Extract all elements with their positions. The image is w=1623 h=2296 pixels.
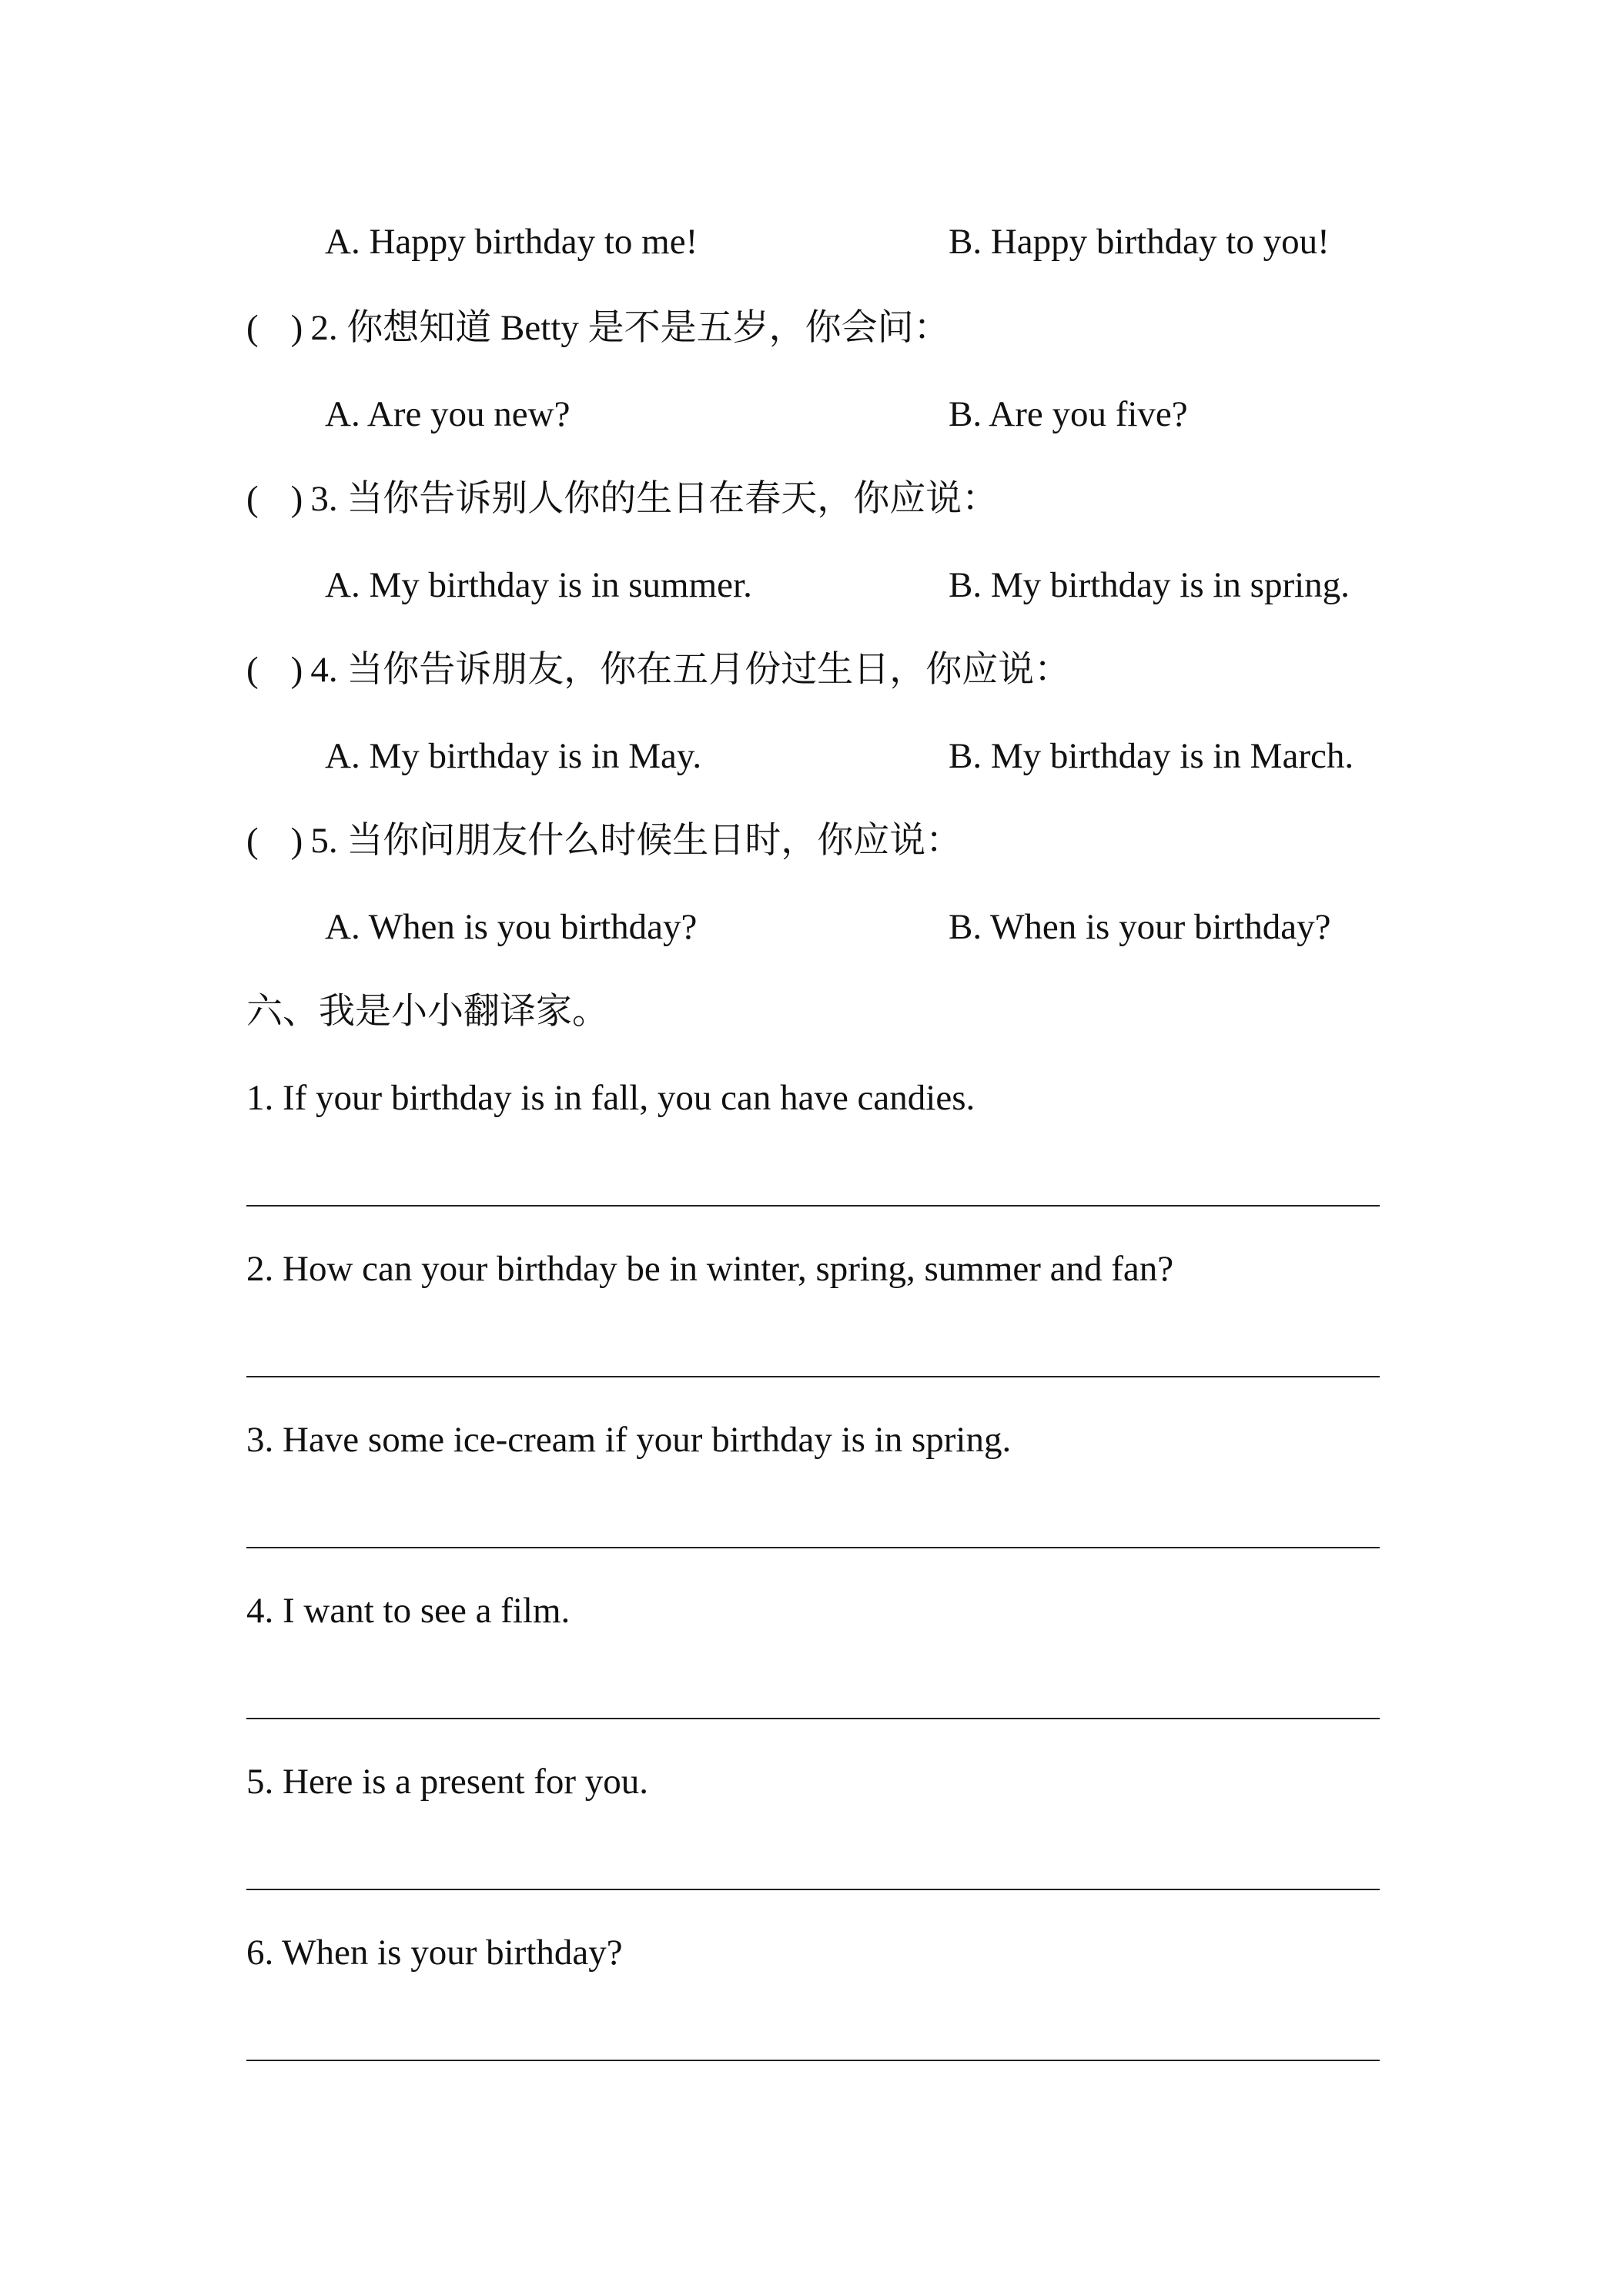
translation-item-5: 5. Here is a present for you. [246, 1762, 649, 1802]
q1-option-b[interactable]: B. Happy birthday to you! [949, 222, 1330, 262]
answer-paren-close: ) [290, 308, 303, 348]
answer-paren-close: ) [290, 479, 303, 519]
q2-option-b[interactable]: B. Are you five? [949, 394, 1188, 434]
answer-line-5[interactable] [246, 1889, 1380, 1890]
answer-paren-close: ) [290, 821, 303, 861]
q1-option-a[interactable]: A. Happy birthday to me! [325, 222, 698, 262]
translation-item-1: 1. If your birthday is in fall, you can have candies. [246, 1078, 975, 1118]
translation-item-6: 6. When is your birthday? [246, 1933, 623, 1973]
question-3 [246, 476, 998, 522]
q3-option-a[interactable]: A. My birthday is in summer. [325, 565, 752, 605]
answer-line-3[interactable] [246, 1547, 1380, 1548]
translation-item-3: 3. Have some ice-cream if your birthday is in spring. [246, 1420, 1012, 1460]
question-text: 5. 当你问朋友什么时候生日时，你应说： [310, 821, 962, 861]
answer-line-4[interactable] [246, 1718, 1380, 1719]
answer-line-6[interactable] [246, 2060, 1380, 2061]
answer-line-1[interactable] [246, 1205, 1380, 1207]
question-text: 3. 当你告诉别人你的生日在春天，你应说： [310, 479, 999, 519]
answer-line-2[interactable] [246, 1376, 1380, 1377]
q2-option-a[interactable]: A. Are you new? [325, 394, 571, 434]
question-5 [246, 818, 962, 864]
q5-option-a[interactable]: A. When is you birthday? [325, 907, 698, 947]
question-4 [246, 647, 1070, 693]
section-title-translation: 六、我是小小翻译家。 [246, 992, 608, 1032]
q5-option-b[interactable]: B. When is your birthday? [949, 907, 1331, 947]
q4-option-b[interactable]: B. My birthday is in March. [949, 736, 1354, 776]
answer-paren-open[interactable]: ( [246, 821, 259, 861]
answer-paren-open[interactable]: ( [246, 650, 259, 690]
q3-option-b[interactable]: B. My birthday is in spring. [949, 565, 1350, 605]
question-text: 2. 你想知道 Betty 是不是五岁，你会问： [310, 308, 950, 348]
answer-paren-close: ) [290, 650, 303, 690]
question-text: 4. 当你告诉朋友，你在五月份过生日，你应说： [310, 650, 1071, 690]
answer-paren-open[interactable]: ( [246, 308, 259, 348]
translation-item-2: 2. How can your birthday be in winter, spring, summer and fan? [246, 1249, 1174, 1289]
question-2 [246, 305, 950, 351]
translation-item-4: 4. I want to see a film. [246, 1591, 571, 1631]
answer-paren-open[interactable]: ( [246, 479, 259, 519]
q4-option-a[interactable]: A. My birthday is in May. [325, 736, 702, 776]
